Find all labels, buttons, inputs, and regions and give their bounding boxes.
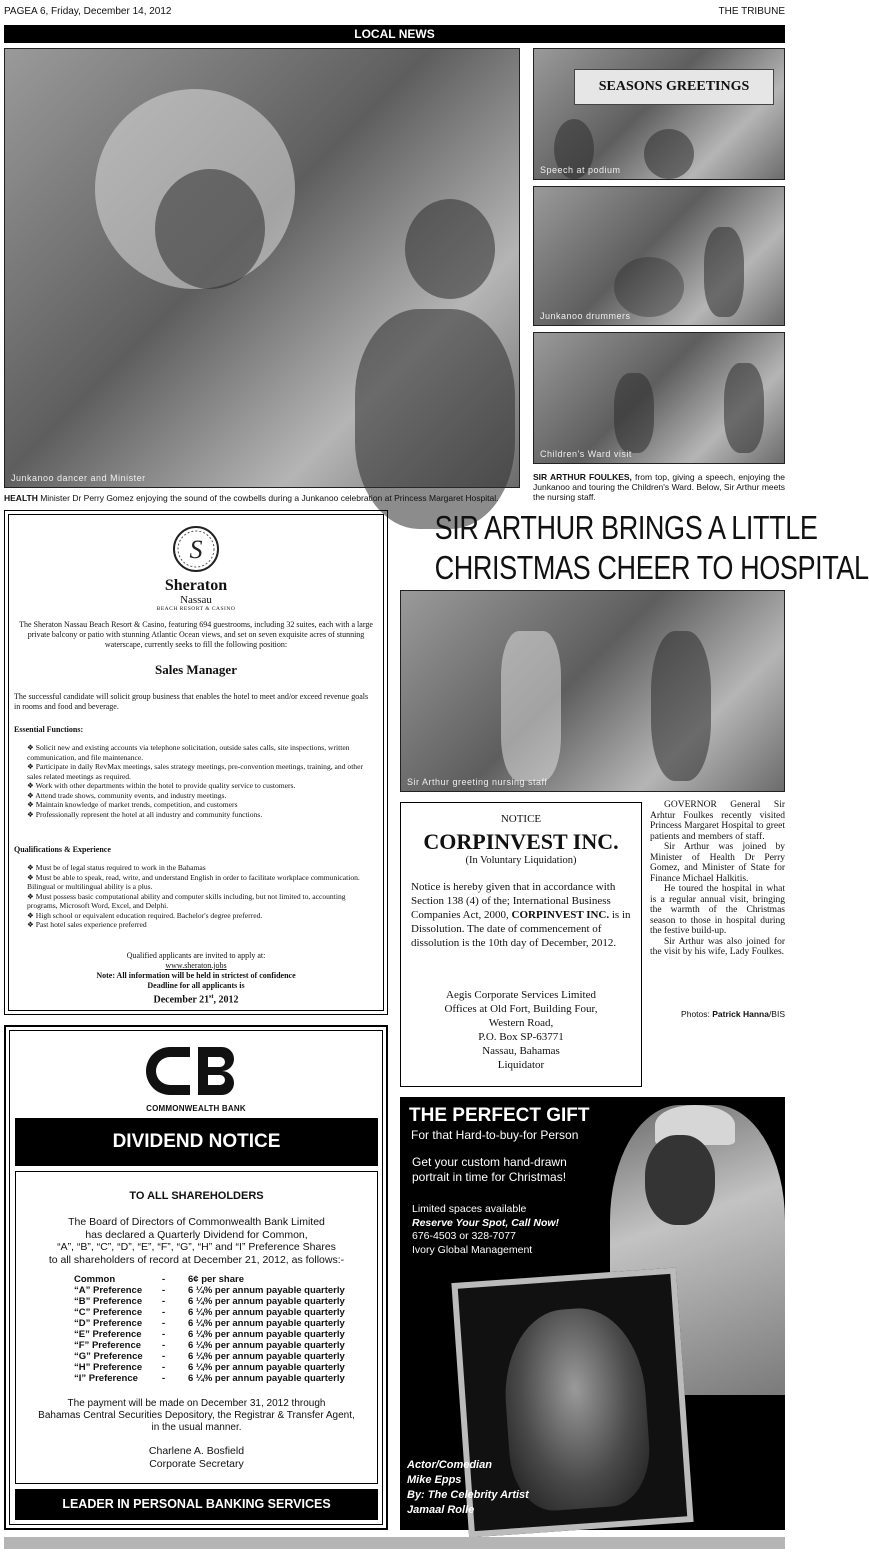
bullet-icon: ❖ — [27, 863, 36, 872]
dash: - — [162, 1285, 166, 1296]
share-class: “H” Preference — [74, 1362, 143, 1373]
gift-body-line: Get your custom hand-drawn — [412, 1155, 567, 1169]
face-shape — [645, 1135, 715, 1225]
dividend-amount: 6¢ per share — [188, 1274, 244, 1285]
list-item — [27, 743, 373, 762]
dash: - — [162, 1274, 166, 1285]
deadline-date — [9, 991, 383, 1006]
payment-line: Bahamas Central Securities Depository, the Registrar & Transfer Agent, — [38, 1410, 355, 1421]
qual-text: Must be of legal status required to work in the Bahamas — [35, 863, 206, 872]
dash: - — [162, 1340, 166, 1351]
table-row — [74, 1351, 345, 1362]
address-line: Western Road, — [488, 1017, 554, 1029]
table-row — [74, 1362, 345, 1373]
qual-text: Must be able to speak, read, write, and understand English in order to facilitate workplace communication. Bilingual or multilingual ability is a plus. — [27, 872, 360, 891]
photo-figure — [405, 199, 495, 299]
functions-list — [27, 743, 373, 819]
notice-kicker: NOTICE — [500, 813, 542, 825]
cb-body — [15, 1171, 378, 1484]
drum — [614, 257, 684, 317]
list-item — [27, 781, 373, 791]
payment-line: in the usual manner. — [151, 1422, 242, 1433]
gift-company: Ivory Global Management — [412, 1243, 533, 1256]
bullet-icon: ❖ — [27, 920, 36, 929]
bullet-icon: ❖ — [27, 872, 36, 882]
photo-label: Sir Arthur greeting nursing staff — [407, 777, 548, 787]
function-text: Maintain knowledge of market trends, competition, and customers — [35, 800, 238, 809]
dividend-amount: 6 ¼% per annum payable quarterly — [188, 1373, 345, 1384]
gift-phone: 676-4503 or 328-7077 — [412, 1230, 516, 1242]
confidentiality-note: Note: All information will be held in strictest of confidence — [96, 971, 296, 980]
banner-text: SEASONS GREETINGS — [598, 79, 750, 94]
photo-figure — [651, 631, 711, 781]
share-class: “G” Preference — [74, 1351, 143, 1362]
headline-line-2: CHRISTMAS CHEER TO HOSPITAL — [434, 549, 869, 586]
corpinvest-notice — [400, 802, 642, 1087]
caption-text: Minister Dr Perry Gomez enjoying the sound of the cowbells during a Junkanoo celebration at Princess Margaret Hospital. — [37, 493, 499, 503]
notice-company: CORPINVEST INC. — [423, 829, 619, 854]
cb-footer-bar — [15, 1489, 378, 1520]
bullet-icon: ❖ — [27, 910, 36, 920]
photo-figure — [724, 363, 764, 453]
dash: - — [162, 1318, 166, 1329]
headline — [434, 508, 869, 588]
story-paragraph: He toured the hospital in what is a regular annual visit, bringing the warmth of the Christmas season to those in hospital during the festive build-up. — [650, 884, 785, 936]
perfect-gift-ad — [400, 1097, 785, 1530]
payment-line: The payment will be made on December 31, 2012 through — [67, 1398, 326, 1409]
notice-status: (In Voluntary Liquidation) — [465, 855, 577, 866]
credit-name: Patrick Hanna — [712, 1009, 769, 1019]
signer-title: Corporate Secretary — [149, 1458, 244, 1470]
table-row — [74, 1373, 345, 1384]
deadline-year: , 2012 — [213, 994, 239, 1006]
dividend-amount: 6 ¼% per annum payable quarterly — [188, 1285, 345, 1296]
apply-text: Qualified applicants are invited to apply at: — [126, 951, 266, 960]
sheraton-logo — [126, 525, 266, 612]
signer-name: Charlene A. Bosfield — [148, 1445, 245, 1457]
caption-lead: HEALTH — [4, 493, 38, 503]
bullet-icon: ❖ — [27, 790, 36, 800]
dividend-amount: 6 ¼% per annum payable quarterly — [188, 1296, 345, 1307]
gift-limited: Limited spaces available — [412, 1203, 527, 1215]
side-photo-top — [533, 48, 785, 180]
story-body — [650, 800, 785, 958]
photo-figure — [704, 227, 744, 317]
bullet-icon: ❖ — [27, 800, 36, 809]
cb-title-bar — [15, 1118, 378, 1166]
gift-title: THE PERFECT GIFT — [409, 1105, 590, 1126]
gift-body-line: portrait in time for Christmas! — [412, 1170, 567, 1184]
function-text: Professionally represent the hotel at all industry and community functions. — [35, 809, 263, 819]
table-row — [74, 1307, 345, 1318]
credit-line: By: The Celebrity Artist — [407, 1489, 529, 1501]
list-item — [27, 810, 373, 820]
qual-text: Must possess basic computational ability and computer skills including, but not limited to, accounting programs, Microsoft Word, Excel, and Delphi. — [27, 891, 346, 910]
sheraton-city: Nassau — [180, 594, 212, 606]
table-row — [74, 1318, 345, 1329]
story-paragraph: Sir Arthur was joined by Minister of Health Dr Perry Gomez, and Minister of State for Finance Michael Halkitis. — [650, 842, 785, 884]
table-row — [74, 1285, 345, 1296]
headline-line-1: SIR ARTHUR BRINGS A LITTLE — [434, 509, 818, 546]
address-line: P.O. Box SP-63771 — [478, 1031, 564, 1043]
apply-url[interactable]: www.sheraton.jobs — [165, 961, 227, 970]
side-photo-caption — [533, 472, 785, 502]
credit-suffix: /BIS — [768, 1009, 785, 1019]
sheraton-brand: Sheraton — [164, 577, 228, 594]
dividend-amount: 6 ¼% per annum payable quarterly — [188, 1362, 345, 1373]
list-item — [27, 791, 373, 801]
sheraton-ad — [4, 510, 388, 1015]
share-class: “A” Preference — [74, 1285, 143, 1296]
dash: - — [162, 1329, 166, 1340]
dividend-amount: 6 ¼% per annum payable quarterly — [188, 1307, 345, 1318]
address-line: Liquidator — [497, 1059, 545, 1071]
address-line: Offices at Old Fort, Building Four, — [444, 1003, 598, 1015]
gift-body — [412, 1155, 567, 1185]
cb-logo — [10, 1041, 382, 1113]
list-item — [27, 873, 373, 892]
share-class: “I” Preference — [74, 1373, 138, 1384]
photo-label: Speech at podium — [540, 165, 621, 175]
photo-figure — [614, 373, 654, 453]
share-class: Common — [74, 1274, 116, 1285]
cb-signature — [16, 1445, 377, 1471]
list-item — [27, 911, 373, 921]
quals-heading: Qualifications & Experience — [14, 845, 111, 854]
section-bar — [4, 25, 785, 43]
photo-figure — [644, 129, 694, 179]
page-header — [4, 6, 785, 20]
qual-text: High school or equivalent education required. Bachelor's degree preferred. — [35, 910, 263, 920]
bullet-icon: ❖ — [27, 762, 36, 771]
caption-text: from top, giving a speech, enjoying the Junkanoo and touring the Children's Ward. Below, Sir Arthur meets the nursing staff. — [533, 472, 785, 502]
cb-footer: LEADER IN PERSONAL BANKING SERVICES — [62, 1497, 331, 1511]
notice-body-bold: CORPINVEST INC. — [511, 909, 610, 921]
cb-logo-icon — [146, 1041, 246, 1101]
photo-label: Junkanoo drummers — [540, 311, 631, 321]
credit-prefix: Photos: — [681, 1009, 713, 1019]
table-row — [74, 1340, 345, 1351]
dash: - — [162, 1296, 166, 1307]
notice-body-b: is in Dissolution. The date of commencement of dissolution is the 10th day of December, 2012. — [411, 909, 631, 949]
folio-right: THE TRIBUNE — [718, 6, 785, 17]
sheraton-intro: The Sheraton Nassau Beach Resort & Casino, featuring 694 guestrooms, including 32 suites, each with a large private balcony or patio with stunning Atlantic Ocean views, and set on seven exquisite acres of stunning waterscape, currently seeks to fill the following position: — [19, 620, 373, 649]
bullet-icon: ❖ — [27, 781, 36, 790]
notice-address — [401, 988, 641, 1072]
table-row — [74, 1329, 345, 1340]
gift-contact — [412, 1203, 559, 1257]
credit-line: Mike Epps — [407, 1474, 462, 1486]
story-paragraph: GOVERNOR General Sir Arhtur Foulkes recently visited Princess Margaret Hospital to greet patients and members of staff. — [650, 800, 785, 842]
gift-reserve: Reserve Your Spot, Call Now! — [412, 1216, 560, 1229]
function-text: Solicit new and existing accounts via telephone solicitation, outside sales calls, site inspections, written communication, and file maintenance. — [27, 743, 350, 762]
intro-line: “A”, “B”, “C”, “D”, “E”, “F”, “G”, “H” and “I” Preference Shares — [57, 1241, 336, 1253]
position-desc: The successful candidate will solicit group business that enables the hotel to meet and/or exceed revenue goals in rooms and food and beverage. — [14, 692, 369, 711]
dash: - — [162, 1373, 166, 1384]
apply-block — [9, 951, 383, 1006]
credit-line: Jamaal Rolle — [407, 1504, 475, 1516]
intro-line: has declared a Quarterly Dividend for Common, — [85, 1228, 308, 1241]
cb-payment — [16, 1398, 377, 1434]
intro-line: The Board of Directors of Commonwealth Bank Limited — [68, 1216, 325, 1228]
folio-left: PAGEA 6, Friday, December 14, 2012 — [4, 6, 172, 17]
gift-subtitle: For that Hard-to-buy-for Person — [411, 1128, 579, 1142]
bottom-rule — [4, 1537, 785, 1549]
dividend-amount: 6 ¼% per annum payable quarterly — [188, 1318, 345, 1329]
bullet-icon: ❖ — [27, 809, 36, 819]
functions-heading: Essential Functions: — [14, 725, 84, 734]
bullet-icon: ❖ — [27, 891, 36, 901]
list-item — [27, 800, 373, 810]
quals-list — [27, 863, 373, 930]
list-item — [27, 863, 373, 873]
share-class: “F” Preference — [74, 1340, 142, 1351]
list-item — [27, 920, 373, 930]
deadline-label: Deadline for all applicants is — [147, 981, 245, 990]
cb-to: TO ALL SHAREHOLDERS — [129, 1190, 264, 1202]
table-row — [74, 1296, 345, 1307]
dividend-amount: 6 ¼% per annum payable quarterly — [188, 1340, 345, 1351]
credit-line: Actor/Comedian — [407, 1459, 492, 1471]
dividend-table — [74, 1274, 345, 1384]
qual-text: Past hotel sales experience preferred — [35, 920, 147, 929]
dash: - — [162, 1307, 166, 1318]
share-class: “E” Preference — [74, 1329, 142, 1340]
notice-body — [411, 880, 631, 950]
list-item — [27, 762, 373, 781]
share-class: “D” Preference — [74, 1318, 143, 1329]
sheraton-sub: BEACH RESORT & CASINO — [156, 606, 236, 612]
dash: - — [162, 1351, 166, 1362]
caption-lead: SIR ARTHUR FOULKES, — [533, 472, 632, 482]
section-title: LOCAL NEWS — [354, 27, 435, 41]
sheraton-inner — [8, 514, 384, 1011]
photo-highlight — [501, 631, 561, 781]
cb-bank-name: COMMONWEALTH BANK — [146, 1104, 246, 1113]
deadline-day: December 21 — [153, 994, 210, 1006]
intro-line: to all shareholders of record at December 21, 2012, as follows:- — [48, 1253, 345, 1266]
dividend-amount: 6 ¼% per annum payable quarterly — [188, 1329, 345, 1340]
photo-credit — [650, 1009, 785, 1019]
photo-figure — [155, 169, 265, 289]
photo-label: Junkanoo dancer and Minister — [11, 473, 146, 483]
address-line: Aegis Corporate Services Limited — [446, 989, 596, 1001]
share-class: “C” Preference — [74, 1307, 143, 1318]
cb-inner — [9, 1030, 383, 1525]
photo-label: Children's Ward visit — [540, 449, 632, 459]
svg-text:S: S — [189, 535, 203, 564]
cb-intro — [16, 1216, 377, 1266]
deadline-suffix: st — [209, 994, 214, 1000]
story-photo — [400, 590, 785, 792]
list-item — [27, 892, 373, 911]
side-photo-bottom — [533, 332, 785, 464]
commonwealth-dividend-ad — [4, 1025, 388, 1530]
position-title: Sales Manager — [155, 662, 237, 677]
function-text: Work with other departments within the hotel to provide quality service to customers. — [35, 781, 296, 790]
seasons-banner — [574, 69, 774, 105]
share-class: “B” Preference — [74, 1296, 143, 1307]
table-row — [74, 1274, 345, 1285]
function-text: Attend trade shows, community events, and industry meetings. — [35, 790, 227, 800]
side-photo-middle — [533, 186, 785, 326]
main-photo-caption — [4, 493, 520, 503]
function-text: Participate in daily RevMax meetings, sales strategy meetings, pre-convention meetings, training, and other sales related meetings as required. — [27, 762, 364, 781]
story-paragraph: Sir Arthur was also joined for the visit by his wife, Lady Foulkes. — [650, 936, 785, 957]
sheraton-emblem-icon — [172, 525, 220, 573]
dividend-amount: 6 ¼% per annum payable quarterly — [188, 1351, 345, 1362]
bullet-icon: ❖ — [27, 743, 36, 752]
dash: - — [162, 1362, 166, 1373]
main-photo — [4, 48, 520, 488]
gift-credit — [407, 1458, 529, 1518]
address-line: Nassau, Bahamas — [482, 1045, 560, 1057]
notice-body-a: Notice is hereby given that in accordance with Section 138 (4) of the; International Business Companies Act, 2000, — [411, 881, 616, 921]
cb-title: DIVIDEND NOTICE — [112, 1131, 281, 1152]
